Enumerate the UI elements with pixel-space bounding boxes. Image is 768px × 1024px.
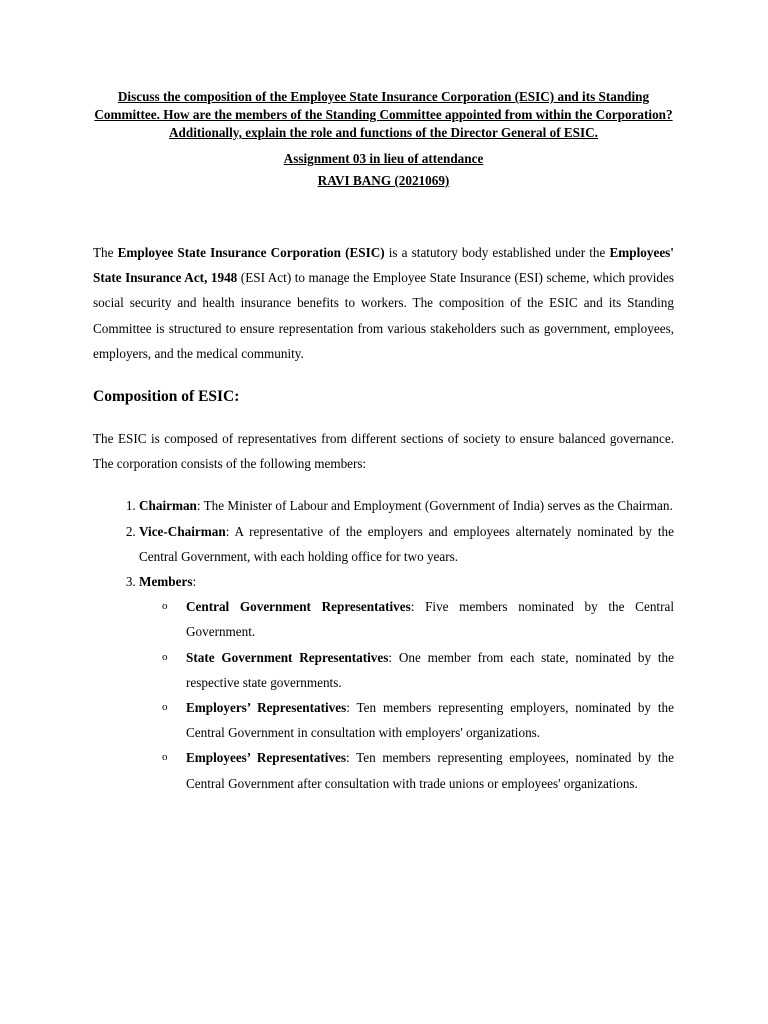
sub-item-central-government	[162, 594, 674, 644]
sub-item-employers	[162, 695, 674, 745]
circle-bullet-icon: o	[162, 701, 168, 714]
list-item-text: :	[192, 574, 197, 590]
list-item-vice-chairman	[139, 519, 674, 569]
intro-text-2: is a statutory body established under the	[384, 245, 610, 260]
sub-item-label: State Government Representatives	[186, 649, 389, 665]
sub-item-text: : Five members nominated by the Central Government.	[186, 599, 674, 640]
intro-bold-act: Employees' State Insurance Act, 1948	[93, 245, 674, 286]
circle-bullet-icon: o	[162, 650, 168, 663]
sub-item-text: : One member from each state, nominated by the respective state governments.	[186, 649, 674, 690]
sub-item-employees	[162, 745, 674, 795]
intro-paragraph	[93, 240, 674, 366]
members-sublist	[139, 594, 674, 796]
sub-item-text: : Ten members representing employees, nominated by the Central Government after consultation with trade unions or employees' organizations.	[186, 750, 674, 791]
intro-text-1: The	[93, 245, 118, 260]
sub-item-label: Employers’ Representatives	[186, 700, 347, 716]
composition-lead-paragraph: The ESIC is composed of representatives from different sections of society to ensure balanced governance. The corporation consists of the following members:	[93, 431, 674, 472]
composition-heading: Composition of ESIC:	[93, 388, 240, 406]
list-item-members	[139, 569, 674, 796]
circle-bullet-icon: o	[162, 600, 168, 613]
sub-item-label: Central Government Representatives	[186, 599, 411, 615]
author-line: RAVI BANG (2021069)	[317, 173, 450, 188]
list-item-label: Vice-Chairman	[139, 523, 226, 539]
list-item-chairman	[139, 493, 674, 518]
members-list	[93, 493, 674, 795]
list-item-label: Chairman	[139, 498, 197, 514]
sub-item-label: Employees’ Representatives	[186, 750, 347, 766]
assignment-subtitle: Assignment 03 in lieu of attendance	[283, 151, 484, 166]
list-item-text: : The Minister of Labour and Employment (Government of India) serves as the Chairman.	[196, 498, 673, 514]
sub-item-text: : Ten members representing employers, nominated by the Central Government in consultation with employers' organizations.	[186, 700, 674, 741]
question-title: Discuss the composition of the Employee State Insurance Corporation (ESIC) and its Standing Committee. How are the members of the Standing Committee appointed from within the Corporation? Additionally, explain the role and functions of the Director General of ESIC.	[94, 89, 673, 140]
sub-item-state-government	[162, 645, 674, 695]
intro-text-3: (ESI Act) to manage the Employee State Insurance (ESI) scheme, which provides social security and health insurance benefits to workers. The composition of the ESIC and its Standing Committee is structured to ensure representation from various stakeholders such as government, employees, employers, and the medical community.	[93, 270, 674, 361]
document-page	[93, 88, 674, 796]
intro-bold-esic: Employee State Insurance Corporation (ESIC)	[117, 245, 385, 260]
list-item-text: : A representative of the employers and employees alternately nominated by the Central Government, with each holding office for two years.	[139, 523, 674, 564]
list-item-label: Members	[139, 574, 193, 590]
circle-bullet-icon: o	[162, 751, 168, 764]
